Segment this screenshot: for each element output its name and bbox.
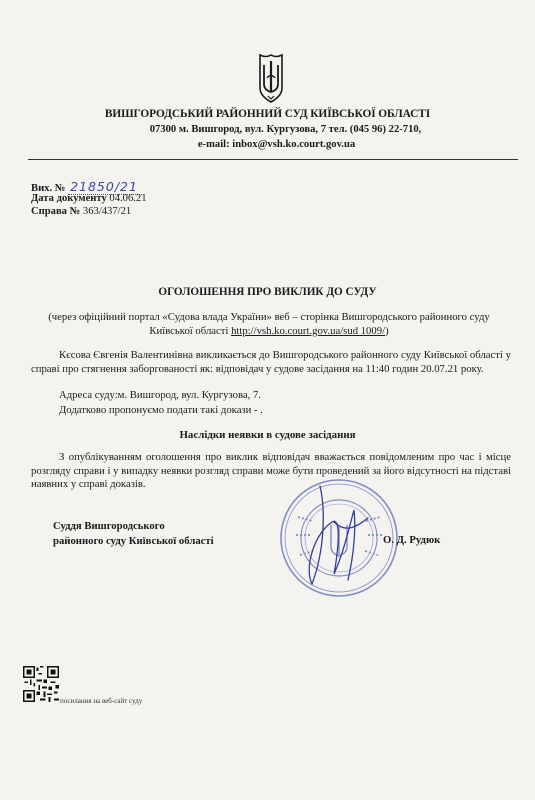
judge-name: О. Д. Рудюк bbox=[383, 534, 441, 546]
signature-icon bbox=[298, 482, 374, 588]
outgoing-number-value: 21850/21 bbox=[70, 179, 138, 194]
qr-code-icon[interactable] bbox=[23, 666, 59, 702]
evidence-line: Додатково пропонуємо подати такі докази - . bbox=[59, 404, 263, 416]
judge-title-line-2: районного суду Київської області bbox=[53, 535, 214, 547]
court-website-link[interactable]: http://vsh.ko.court.gov.ua/sud 1009/ bbox=[231, 324, 386, 337]
document-date-row bbox=[31, 193, 146, 204]
case-number-label: Справа № bbox=[31, 206, 81, 217]
outgoing-number-label: Вих. № bbox=[31, 183, 66, 194]
consequences-text: З опублікуванням оголошення про виклик відповідач вважається повідомленим про час і місце розгляду справи і у випадку неявки розгляд справи може бути проведений за його відсутності на підставі наявних у справі доказів. bbox=[31, 451, 511, 491]
notice-intro-close: ) bbox=[385, 324, 389, 337]
case-number-row bbox=[31, 206, 131, 217]
court-email: e-mail: inbox@vsh.ko.court.gov.ua bbox=[197, 139, 356, 150]
document-date-value: 04.06.21 bbox=[109, 193, 147, 204]
judge-title-line-1: Суддя Вишгородського bbox=[53, 520, 165, 532]
judge-title bbox=[53, 519, 214, 549]
trident-emblem-icon bbox=[256, 52, 286, 108]
notice-intro bbox=[35, 311, 503, 338]
court-address: 07300 м. Вишгород, вул. Кургузова, 7 тел. (045 96) 22-710, bbox=[149, 124, 422, 135]
court-name: ВИШГОРОДСЬКИЙ РАЙОННИЙ СУД КИЇВСЬКОЇ ОБЛАСТІ bbox=[104, 108, 431, 120]
notice-body: Кєсова Євгенія Валентинівна викликається до Вишгородського районного суду Київської області у справі про стягнення заборгованості як: відповідач у судове засідання на 11:40 годин 20.07.21 року. bbox=[31, 349, 511, 375]
notice-title: ОГОЛОШЕННЯ ПРО ВИКЛИК ДО СУДУ bbox=[158, 286, 377, 298]
notice-intro-text: (через офіційний портал «Судова влада України» веб – сторінка Вишгородського районного суду Київської області bbox=[48, 311, 490, 337]
document-date-label: Дата документу bbox=[31, 193, 107, 204]
qr-caption: посилання на веб-сайт суду bbox=[60, 697, 143, 705]
case-number-value: 363/437/21 bbox=[82, 206, 132, 217]
court-address-line: Адреса суду:м. Вишгород, вул. Кургузова, 7. bbox=[59, 389, 261, 401]
consequences-heading: Наслідки неявки в судове засідання bbox=[179, 429, 356, 441]
header-divider bbox=[28, 159, 518, 160]
